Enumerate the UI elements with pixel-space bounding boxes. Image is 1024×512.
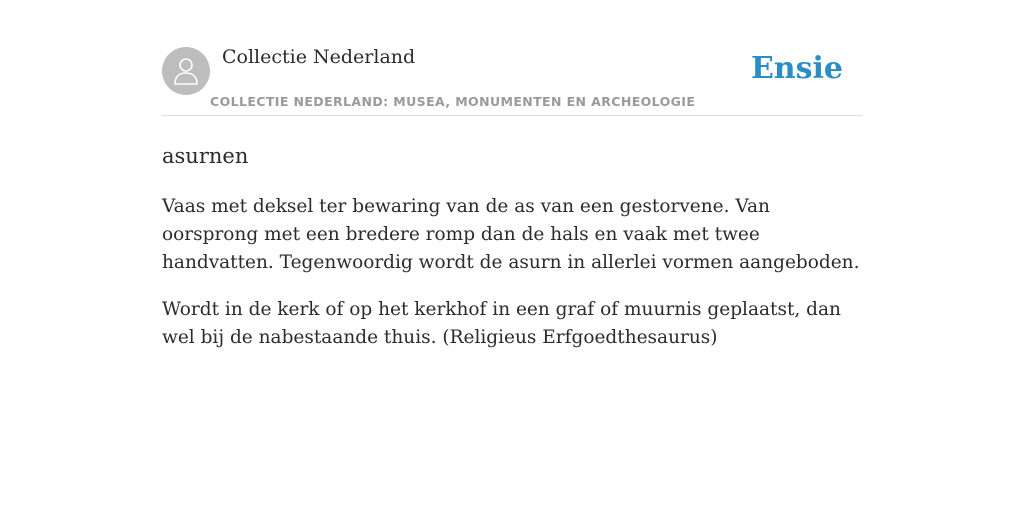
brand-logo[interactable]: Ensie bbox=[750, 51, 843, 86]
definition-paragraph: Vaas met deksel ter bewaring van de as van een gestorvene. Van oorsprong met een bredere romp dan de hals en vaak met twee handvatten. Tegenwoordig wordt de asurn in allerlei vormen aangeboden. bbox=[162, 196, 860, 273]
card-header bbox=[162, 0, 862, 116]
entry-term: asurnen bbox=[162, 144, 249, 168]
definition-paragraph: Wordt in de kerk of op het kerkhof in een graf of muurnis geplaatst, dan wel bij de nabestaande thuis. (Religieus Erfgoedthesaurus) bbox=[162, 299, 841, 348]
user-icon bbox=[172, 56, 200, 86]
definition-card bbox=[162, 0, 862, 352]
collection-name[interactable]: COLLECTIE NEDERLAND: MUSEA, MONUMENTEN EN ARCHEOLOGIE bbox=[210, 94, 696, 109]
author-name[interactable]: Collectie Nederland bbox=[222, 46, 416, 68]
avatar[interactable] bbox=[162, 47, 210, 95]
